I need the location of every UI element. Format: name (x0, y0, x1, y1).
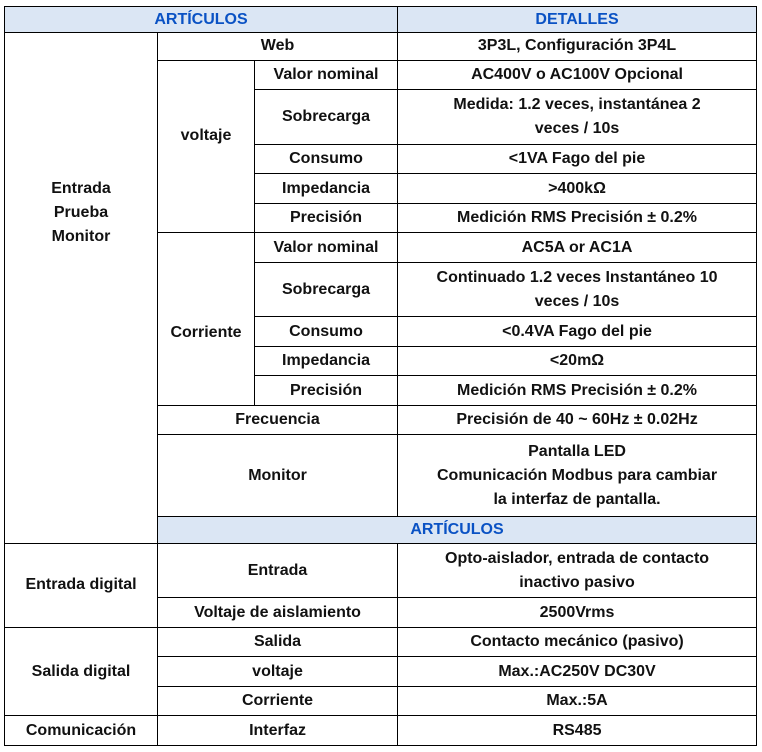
digital-output-label: Salida digital (5, 627, 158, 715)
spec-table (4, 6, 757, 746)
current-overload-value (398, 262, 757, 317)
value-line: Continuado 1.2 veces Instantáneo 10 (436, 268, 718, 286)
header-detalles: DETALLES (398, 7, 757, 33)
digital-output-salida-value: Contacto mecánico (pasivo) (398, 627, 757, 656)
digital-input-entry-label: Entrada (158, 543, 398, 598)
current-consumption-label: Consumo (255, 317, 398, 346)
voltage-overload-value (398, 90, 757, 145)
value-line: Comunicación Modbus para cambiar (437, 466, 718, 484)
communication-label: Comunicación (5, 716, 158, 746)
value-line: Medida: 1.2 veces, instantánea 2 (453, 96, 701, 113)
value-line: Pantalla LED (528, 442, 626, 460)
web-label: Web (158, 33, 398, 60)
value-line: inactivo pasivo (519, 573, 635, 591)
value-line: veces / 10s (534, 292, 620, 310)
digital-output-current-value: Max.:5A (398, 686, 757, 715)
voltage-overload-label: Sobrecarga (255, 90, 398, 145)
value-line: la interfaz de pantalla. (493, 490, 661, 508)
monitor-label: Monitor (158, 435, 398, 517)
current-nominal-value: AC5A or AC1A (398, 233, 757, 262)
isolation-voltage-value: 2500Vrms (398, 598, 757, 627)
isolation-voltage-label: Voltaje de aislamiento (158, 598, 398, 627)
current-precision-value: Medición RMS Precisión ± 0.2% (398, 376, 757, 405)
current-impedance-value: <20mΩ (398, 346, 757, 375)
digital-output-salida-label: Salida (158, 627, 398, 656)
current-overload-label: Sobrecarga (255, 262, 398, 317)
voltage-consumption-value: <1VA Fago del pie (398, 144, 757, 173)
digital-output-current-label: Corriente (158, 686, 398, 715)
current-consumption-value: <0.4VA Fago del pie (398, 317, 757, 346)
group-label-line: Prueba (53, 204, 109, 222)
voltage-impedance-value: >400kΩ (398, 174, 757, 203)
current-precision-label: Precisión (255, 376, 398, 405)
frequency-label: Frecuencia (158, 405, 398, 434)
value-line: veces / 10s (534, 120, 620, 137)
current-impedance-label: Impedancia (255, 346, 398, 375)
voltage-precision-value: Medición RMS Precisión ± 0.2% (398, 203, 757, 232)
voltage-nominal-value: AC400V o AC100V Opcional (398, 60, 757, 89)
digital-output-voltage-value: Max.:AC250V DC30V (398, 657, 757, 686)
digital-input-entry-value (398, 543, 757, 598)
current-nominal-label: Valor nominal (255, 233, 398, 262)
current-label: Corriente (158, 233, 255, 406)
voltage-consumption-label: Consumo (255, 144, 398, 173)
voltage-nominal-label: Valor nominal (255, 60, 398, 89)
group-label-line: Monitor (51, 228, 111, 246)
voltage-impedance-label: Impedancia (255, 174, 398, 203)
interface-label: Interfaz (158, 716, 398, 746)
header-articulos-2: ARTÍCULOS (158, 517, 757, 543)
value-line: Opto-aislador, entrada de contacto (445, 549, 710, 567)
voltage-precision-label: Precisión (255, 203, 398, 232)
group-label-line: Entrada (51, 180, 111, 198)
frequency-value: Precisión de 40 ~ 60Hz ± 0.02Hz (398, 405, 757, 434)
voltage-label: voltaje (158, 60, 255, 233)
interface-value: RS485 (398, 716, 757, 746)
digital-input-label: Entrada digital (5, 543, 158, 627)
digital-output-voltage-label: voltaje (158, 657, 398, 686)
header-articulos: ARTÍCULOS (5, 7, 398, 33)
monitor-value (398, 435, 757, 517)
group-label-entrada-prueba-monitor (5, 33, 158, 543)
web-value: 3P3L, Configuración 3P4L (398, 33, 757, 60)
